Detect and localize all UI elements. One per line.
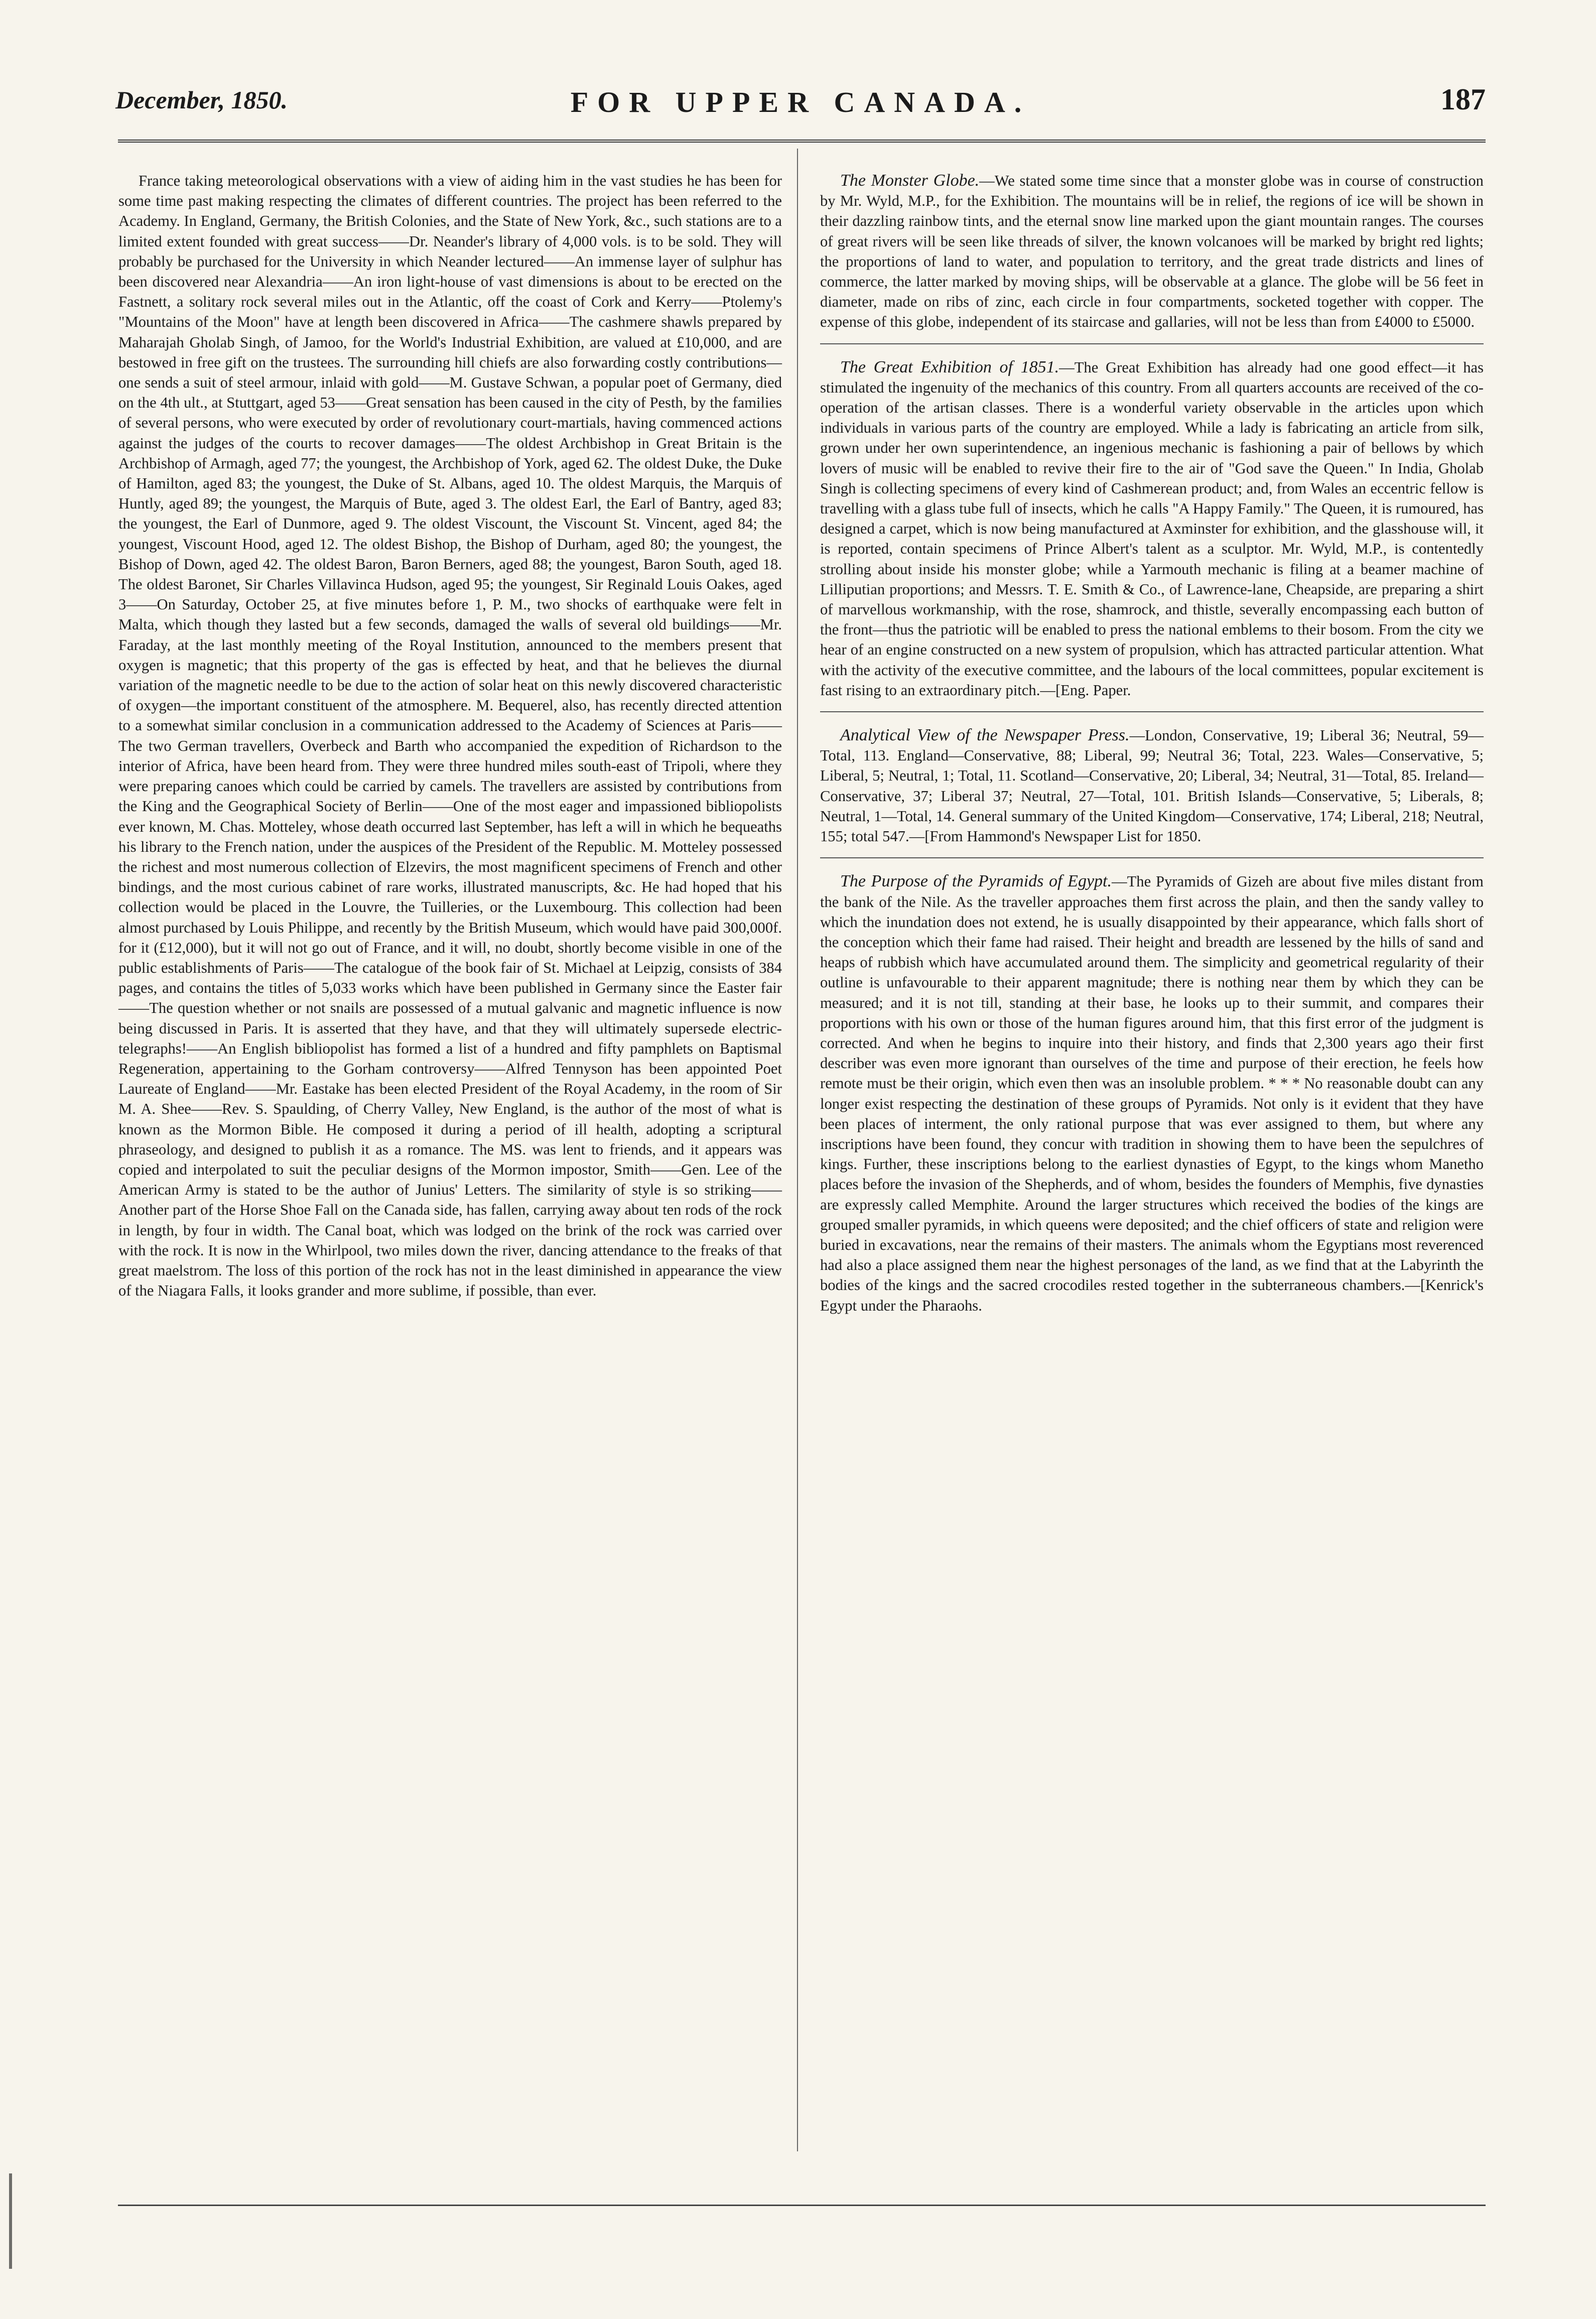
article-great-exhibition bbox=[820, 357, 1484, 700]
article-title: Analytical View of the Newspaper Press. bbox=[840, 726, 1130, 745]
article-pyramids bbox=[820, 871, 1484, 1315]
header-rule bbox=[118, 140, 1486, 143]
page-number: 187 bbox=[1440, 83, 1486, 116]
article-body: —We stated some time since that a monster globe was in course of construction by Mr. Wyld, M.P., for the Exhibition. The mountains will be in relief, the regions of ice will be shown in their dazzling rainbow tints, and the eternal snow line marked upon the giant mountain ranges. The courses of great rivers will be seen like threads of silver, the known volcanoes will be marked by bright red lights; the proportions of land to water, and population to territory, and the great trade districts and lines of commerce, the latter marked by moving ships, will be observable at a glance. The globe will be 56 feet in diameter, made on ribs of zinc, each circle in four compartments, socketed together with copper. The expense of this globe, independent of its staircase and gallaries, will not be less than from £4000 to £5000. bbox=[820, 172, 1484, 331]
article-separator bbox=[820, 711, 1484, 712]
footer-rule bbox=[118, 2205, 1486, 2206]
page-header bbox=[115, 85, 1486, 131]
article-body: —The Pyramids of Gizeh are about five miles distant from the bank of the Nile. As the traveller approaches them first across the plain, and then the sandy valley to which the inundation does not extend, he is usually disappointed by their appearance, which falls short of the conception which their fame had raised. Their height and breadth are lessened by the hills of sand and heaps of rubbish which have accumulated around them. The simplicity and geometrical regularity of their outline is unfavourable to their apparent magnitude; there is nothing near them by which they can be measured; and it is not till, standing at their base, he looks up to their summit, and compares their proportions with his own or those of the human figures around him, that this first error of the judgment is corrected. And when he begins to inquire into their history, and finds that 2,300 years ago their first describer was even more ignorant than ourselves of the time and purpose of their erection, he feels how remote must be their origin, which even then was an insoluble problem. * * * No reasonable doubt can any longer exist respecting the destination of these groups of Pyramids. Not only is it evident that they have been places of interment, the only rational purpose that was ever assigned to them, but where any inscriptions have been found, they concur with tradition in showing them to have been the sepulchres of kings. Further, these inscriptions belong to the earliest dynasties of Egypt, to the kings whom Manetho places before the invasion of the Shepherds, and of whom, besides the founders of Memphis, five dynasties are expressly called Memphite. Around the larger structures which received the bodies of the kings are grouped smaller pyramids, in which queens were deposited; and the chief officers of state and religion were buried in excavations, near the remains of their masters. The animals whom the Egyptians most reverenced had also a place assigned them near the highest personages of the land, as we find that at the Labyrinth the bodies of the kings and the sacred crocodiles rested together in the subterraneous chambers.—[Kenrick's Egypt under the Pharaohs. bbox=[820, 873, 1484, 1314]
article-separator bbox=[820, 857, 1484, 858]
article-title: The Purpose of the Pyramids of Egypt. bbox=[840, 872, 1112, 891]
news-miscellany-text: France taking meteorological observations with a view of aiding him in the vast studies he has been for some time past making respecting the climates of different countries. The project has been referred to the Academy. In England, Germany, the British Colonies, and the State of New York, &c., such stations are to a limited extent founded with great success——Dr. Neander's library of 4,000 vols. is to be sold. They will probably be purchased for the University in which Neander lectured——An immense layer of sulphur has been discovered near Alexandria——An iron light-house of vast dimensions is about to be erected on the Fastnett, a solitary rock several miles out in the Atlantic, off the coast of Cork and Kerry——Ptolemy's "Mountains of the Moon" have at length been discovered in Africa——The cashmere shawls prepared by Maharajah Gholab Singh, of Jamoo, for the World's Industrial Exhibition, are valued at £10,000, and are bestowed in free gift on the trustees. The surrounding hill chiefs are also forwarding costly contributions—one sends a suit of steel armour, inlaid with gold——M. Gustave Schwan, a popular poet of Germany, died on the 4th ult., at Stuttgart, aged 53——Great sensation has been caused in the city of Pesth, by the families of several persons, who were executed by order of revolutionary court-martials, having commenced actions against the judges of the courts to recover damages——The oldest Archbishop in Great Britain is the Archbishop of Armagh, aged 77; the youngest, the Archbishop of York, aged 62. The oldest Duke, the Duke of Hamilton, aged 83; the youngest, the Duke of St. Albans, aged 10. The oldest Marquis, the Marquis of Huntly, aged 89; the youngest, the Marquis of Bute, aged 3. The oldest Earl, the Earl of Bantry, aged 83; the youngest, the Earl of Dunmore, aged 9. The oldest Viscount, the Viscount St. Vincent, aged 84; the youngest, Viscount Hood, aged 12. The oldest Bishop, the Bishop of Durham, aged 80; the youngest, the Bishop of Down, aged 42. The oldest Baron, Baron Berners, aged 88; the youngest, Baron South, aged 18. The oldest Baronet, Sir Charles Villavinca Hudson, aged 95; the youngest, Sir Reginald Louis Oakes, aged 3——On Saturday, October 25, at five minutes before 1, P. M., two shocks of earthquake were felt in Malta, which though they lasted but a few seconds, damaged the walls of several old buildings——Mr. Faraday, at the last monthly meeting of the Royal Institution, announced to the members present that oxygen is magnetic; that this property of the gas is effected by heat, and that he believes the diurnal variation of the magnetic needle to be due to the action of solar heat on this newly discovered characteristic of oxygen—the important constituent of the atmosphere. M. Bequerel, also, has recently directed attention to a somewhat similar conclusion in a communication addressed to the Academy of Sciences at Paris——The two German travellers, Overbeck and Barth who accompanied the expedition of Richardson to the interior of Africa, have been heard from. They were three hundred miles south-east of Tripoli, where they were preparing canoes which could be carried by camels. The travellers are assisted by contributions from the King and the Geographical Society of Berlin——One of the most eager and impassioned bibliopolists ever known, M. Chas. Motteley, whose death occurred last September, has left a will in which he bequeaths his library to the French nation, under the auspices of the President of the Republic. M. Motteley possessed the richest and most numerous collection of Elzevirs, the most magnificent specimens of French and other bindings, and the most curious cabinet of rare works, illustrated manuscripts, &c. He had hoped that his collection would be placed in the Louvre, the Tuilleries, or the Luxembourg. This collection had been almost purchased by Louis Philippe, and recently by the British Museum, which would have paid 300,000f. for it (£12,000), but it will not go out of France, and it will, no doubt, shortly become visible in one of the public establishments of Paris——The catalogue of the book fair of St. Michael at Leipzig, consists of 384 pages, and contains the titles of 5,033 works which have been published in Germany since the Easter fair——The question whether or not snails are possessed of a mutual galvanic and magnetic influence is now being discussed in Paris. It is asserted that they have, and that they will ultimately supersede electric-telegraphs!——An English bibliopolist has formed a list of a hundred and fifty pamphlets on Baptismal Regeneration, appertaining to the Gorham controversy——Alfred Tennyson has been appointed Poet Laureate of England——Mr. Eastake has been elected President of the Royal Academy, in the room of Sir M. A. Shee——Rev. S. Spaulding, of Cherry Valley, New England, is the author of the most of what is known as the Mormon Bible. He composed it during a period of ill health, adopting a scriptural phraseology, and designed to publish it as a romance. The MS. was lent to friends, and it appears was copied and interpolated to suit the peculiar designs of the Mormon impostor, Smith——Gen. Lee of the American Army is stated to be the author of Junius' Letters. The similarity of style is so striking——Another part of the Horse Shoe Fall on the Canada side, has fallen, carrying away about ten rods of the rock in length, by four in width. The Canal boat, which was lodged on the brink of the rock was carried over with the rock. It is now in the Whirlpool, two miles down the river, dancing attendance to the freaks of that great maelstrom. The loss of this portion of the rock has not in the least diminished in appearance the view of the Niagara Falls, it looks grander and more sublime, if possible, than ever. bbox=[118, 172, 782, 1300]
article-body: —The Great Exhibition has already had one good effect—it has stimulated the ingenuity of the mechanics of this country. From all quarters accounts are received of the co-operation of the artisan classes. There is a wonderful variety observable in the articles upon which individuals in various parts of the country are employed. While a lady is fabricating an article from silk, grown under her own superintendence, an ingenious mechanic is fashioning a pair of bellows by which lovers of music will be enabled to revive their fire to the air of "God save the Queen." In India, Gholab Singh is collecting specimens of every kind of Cashmerean product; and, from Wales an eccentric fellow is travelling with a glass tube full of insects, which he calls "A Happy Family." The Queen, it is rumoured, has designed a carpet, which is now being manufactured at Axminster for exhibition, and the glasshouse will, it is reported, contain specimens of Prince Albert's talent as a sculptor. Mr. Wyld, M.P., is contentedly strolling about inside his monster globe; while a Yarmouth mechanic is filing at a beamer machine of Lilliputian proportions; and Messrs. T. E. Smith & Co., of Lawrence-lane, Cheapside, are preparing a shirt of marvellous workmanship, with the rose, shamrock, and thistle, severally encompassing each button of the front—thus the patriotic will be enabled to press the national emblems to their bosom. From the city we hear of an engine constructed on a new system of propulsion, which has attracted particular attention. What with the activity of the executive committee, and the labours of the local committees, popular excitement is fast rising to an extraordinary pitch.—[Eng. Paper. bbox=[820, 358, 1484, 699]
header-date: December, 1850. bbox=[115, 86, 288, 114]
article-body: —London, Conservative, 19; Liberal 36; Neutral, 59—Total, 113. England—Conservative, 88; Liberal, 99; Neutral 36; Total, 223. Wales—Conservative, 5; Liberal, 5; Neutral, 1; Total, 11. Scotland—Conservative, 20; Liberal, 34; Neutral, 31—Total, 85. Ireland—Conservative, 37; Liberal 37; Neutral, 27—Total, 101. British Islands—Conservative, 5; Liberals, 8; Neutral, 1—Total, 14. General summary of the United Kingdom—Conservative, 174; Liberal, 218; Neutral, 155; total 547.—[From Hammond's Newspaper List for 1850. bbox=[820, 727, 1484, 845]
article-separator bbox=[820, 343, 1484, 344]
header-title: FOR UPPER CANADA. bbox=[570, 86, 1031, 118]
column-divider bbox=[797, 149, 798, 2151]
article-title: The Monster Globe. bbox=[840, 171, 980, 190]
left-column bbox=[118, 171, 782, 1301]
article-monster-globe bbox=[820, 171, 1484, 332]
margin-mark bbox=[9, 2173, 12, 2269]
article-title: The Great Exhibition of 1851. bbox=[840, 357, 1059, 376]
right-column bbox=[820, 171, 1484, 1316]
article-newspaper-press bbox=[820, 725, 1484, 846]
